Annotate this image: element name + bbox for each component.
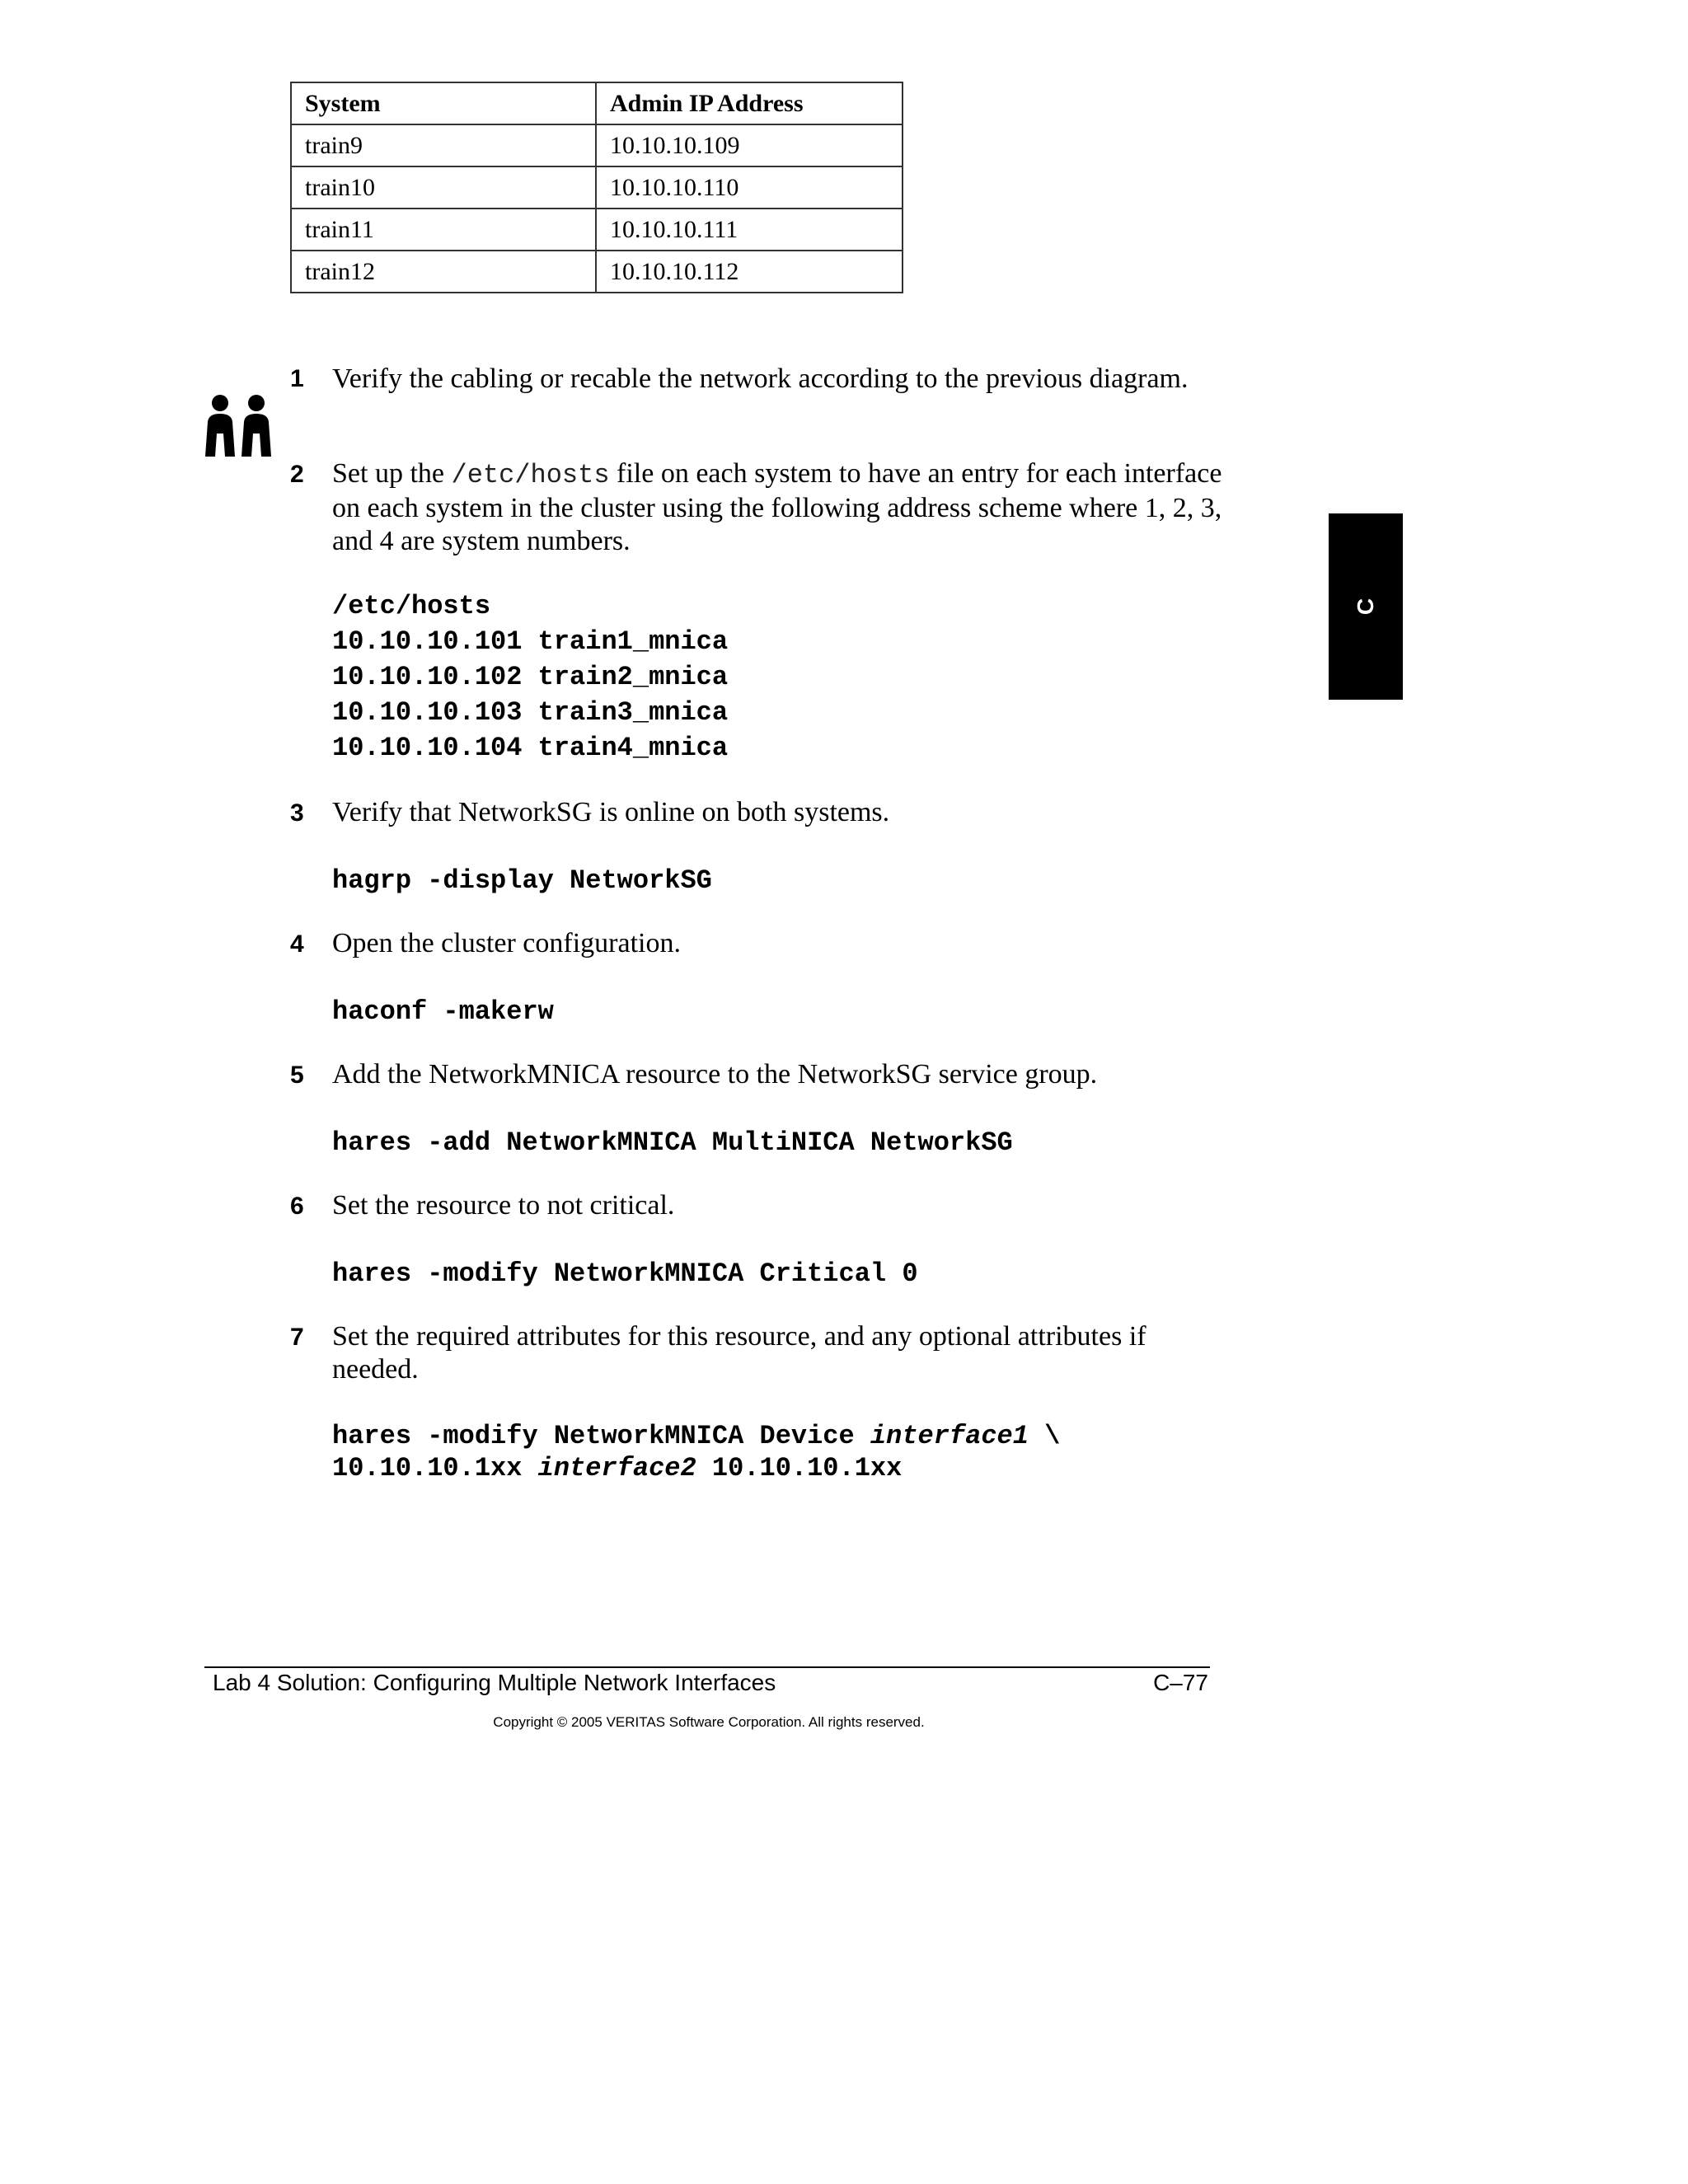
table-header-row <box>291 82 903 124</box>
inline-code: /etc/hosts <box>451 460 610 490</box>
table-header-cell: System <box>291 82 596 124</box>
code-part: 10.10.10.1xx <box>696 1453 903 1483</box>
section-tab-label: C <box>1353 598 1378 616</box>
code-placeholder: interface2 <box>537 1453 696 1483</box>
table-cell: train9 <box>291 124 596 166</box>
system-ip-table <box>290 82 903 293</box>
copyright: Copyright © 2005 VERITAS Software Corporation. All rights reserved. <box>493 1714 925 1730</box>
code-line <box>332 1418 1060 1455</box>
page-number: C–77 <box>1153 1670 1208 1695</box>
table-cell: train11 <box>291 209 596 251</box>
step-text-part: Set up the <box>332 458 452 489</box>
table-row <box>291 166 903 209</box>
step-text <box>332 457 1222 558</box>
table-cell: 10.10.10.110 <box>596 166 903 209</box>
step-text: Add the NetworkMNICA resource to the NetworkSG service group. <box>332 1059 1098 1090</box>
table-cell: 10.10.10.109 <box>596 124 903 166</box>
step-text: Verify that NetworkSG is online on both systems. <box>332 797 890 827</box>
footer-title: Lab 4 Solution: Configuring Multiple Network Interfaces <box>213 1670 776 1695</box>
footer-rule <box>204 1666 1210 1668</box>
code-line: hagrp -display NetworkSG <box>332 865 712 896</box>
table-header-cell: Admin IP Address <box>596 82 903 124</box>
code-part: hares -modify NetworkMNICA Device <box>332 1421 870 1451</box>
step-text-part: file on each system to have an entry for each interface on each system in the cluster using the following address scheme where 1, 2, 3, and 4 are system numbers. <box>332 458 1222 556</box>
step-number: 1 <box>290 365 304 392</box>
code-part: 10.10.10.1xx <box>332 1453 538 1483</box>
code-line: hares -modify NetworkMNICA Critical 0 <box>332 1258 918 1289</box>
code-line: 10.10.10.101 train1_mnica <box>332 626 729 657</box>
code-placeholder: interface1 <box>870 1421 1029 1451</box>
step-number: 6 <box>290 1193 304 1220</box>
step-number: 7 <box>290 1324 304 1351</box>
step-text: Open the cluster configuration. <box>332 928 681 958</box>
step-text: Verify the cabling or recable the network according to the previous diagram. <box>332 363 1189 394</box>
table-cell: 10.10.10.112 <box>596 251 903 293</box>
code-line: haconf -makerw <box>332 996 554 1027</box>
code-line: 10.10.10.102 train2_mnica <box>332 662 729 692</box>
table-row <box>291 251 903 293</box>
table-cell: train10 <box>291 166 596 209</box>
table-row <box>291 209 903 251</box>
code-part: \ <box>1028 1421 1061 1451</box>
step-text: Set the resource to not critical. <box>332 1190 675 1221</box>
step-number: 5 <box>290 1062 304 1089</box>
step-number: 4 <box>290 930 304 958</box>
step-number: 3 <box>290 799 304 827</box>
code-line <box>332 1451 902 1487</box>
code-line: /etc/hosts <box>332 591 491 621</box>
table-row <box>291 124 903 166</box>
section-tab <box>1329 513 1403 700</box>
table-cell: train12 <box>291 251 596 293</box>
step-text: Set the required attributes for this resource, and any optional attributes if needed. <box>332 1321 1146 1385</box>
code-line: 10.10.10.104 train4_mnica <box>332 733 729 763</box>
code-line: hares -add NetworkMNICA MultiNICA NetworkSG <box>332 1127 1013 1158</box>
table-cell: 10.10.10.111 <box>596 209 903 251</box>
code-line: 10.10.10.103 train3_mnica <box>332 697 729 728</box>
two-people-icon <box>202 394 276 457</box>
step-number: 2 <box>290 461 304 488</box>
